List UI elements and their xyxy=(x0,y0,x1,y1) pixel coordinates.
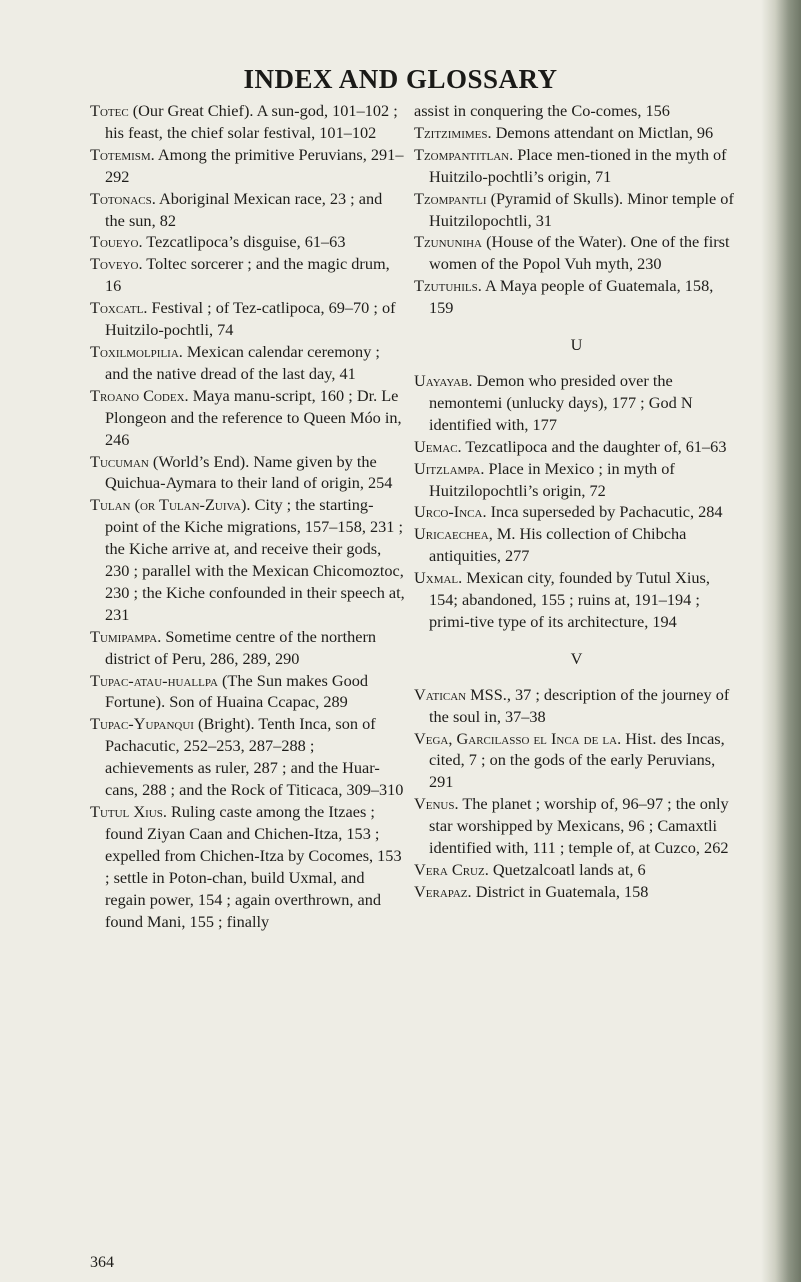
entry-headword: Verapaz. xyxy=(414,881,472,901)
entry-text: (House of the Water). One of the first women of the Popol Vuh myth, 230 xyxy=(429,232,730,274)
entry-headword: Tzompantli xyxy=(414,188,487,208)
entry-text: The planet ; worship of, 96–97 ; the only star worshipped by Mexicans, 96 ; Camaxtli identified with, 111 ; temple of, at Cuzco, 262 xyxy=(429,794,729,858)
entry-headword: Tucuman xyxy=(90,451,149,471)
index-entry xyxy=(90,451,405,495)
entry-text: District in Guatemala, 158 xyxy=(475,881,649,901)
page-header: INDEX AND GLOSSARY xyxy=(243,64,558,94)
entry-headword: Vera Cruz. xyxy=(414,860,489,879)
entry-text: Demon who presided over the nemontemi (unlucky days), 177 ; God N identified with, 177 xyxy=(429,370,693,434)
entry-text: Sometime centre of the northern district of Peru, 286, 289, 290 xyxy=(105,626,377,668)
index-entry xyxy=(414,793,739,859)
entry-text: Quetzalcoatl lands at, 6 xyxy=(492,860,646,879)
index-entry xyxy=(90,144,405,188)
entry-text: Mexican city, founded by Tutul Xius, 154; abandoned, 155 ; ruins at, 191–194 ; primi-tive type of its architecture, 194 xyxy=(429,568,710,631)
entry-text: City ; the starting-point of the Kiche migrations, 157–158, 231 ; the Kiche arrive at, and receive their gods, 230 ; parallel with the Mexican Chicomoztoc, 230 ; the Kiche confounded in their speech at, 231 xyxy=(105,495,405,624)
entry-headword: Vatican MSS., xyxy=(414,684,511,704)
section-letter-u: U xyxy=(570,335,583,355)
entry-headword: Toxcatl. xyxy=(90,298,148,318)
entry-text: Tezcatlipoca and the daughter of, 61–63 xyxy=(465,436,727,456)
entry-headword: Uricaechea, M. xyxy=(414,524,516,544)
entry-text: (Bright). Tenth Inca, son of Pachacutic, 252–253, 287–288 ; achievements as ruler, 287 ; and the Huar-cans, 288 ; and the Rock of Titicaca, 309–310 xyxy=(105,714,404,800)
entry-headword: Toveyo. xyxy=(90,254,143,274)
index-entry xyxy=(414,122,739,144)
index-entry xyxy=(90,713,405,801)
index-entry xyxy=(414,523,739,567)
entry-headword: Tulan (or Tulan-Zuiva). xyxy=(90,495,251,515)
entry-headword: Tzutuhils. xyxy=(414,276,482,296)
section-letter-v: V xyxy=(570,648,583,668)
index-entry xyxy=(90,100,405,144)
index-entry xyxy=(414,881,739,903)
entry-continuation: assist in conquering the Co-comes, 156 xyxy=(414,101,670,120)
entry-text: 37 ; description of the journey of the soul in, 37–38 xyxy=(429,684,730,726)
entry-text: (World’s End). Name given by the Quichua-Aymara to their land of origin, 254 xyxy=(105,451,393,493)
entry-text: Festival ; of Tez-catlipoca, 69–70 ; of Huitzilo-pochtli, 74 xyxy=(105,298,396,340)
index-entry xyxy=(414,188,739,232)
entry-text: Tezcatlipoca’s disguise, 61–63 xyxy=(146,232,346,252)
entry-text: Toltec sorcerer ; and the magic drum, 16 xyxy=(105,254,390,296)
entry-text: Place in Mexico ; in myth of Huitzilopochtli’s origin, 72 xyxy=(429,458,675,500)
entry-headword: Totec xyxy=(90,101,129,120)
index-entry xyxy=(414,567,739,633)
entry-text: A Maya people of Guatemala, 158, 159 xyxy=(429,276,714,318)
entry-headword: Tumipampa. xyxy=(90,626,162,646)
index-entry xyxy=(414,684,739,728)
entry-text: Among the primitive Peruvians, 291–292 xyxy=(105,144,404,186)
entry-headword: Venus. xyxy=(414,794,459,814)
index-entry xyxy=(90,253,405,297)
entry-headword: Tupac-Yupanqui xyxy=(90,714,194,734)
entry-headword: Vega, Garcilasso el Inca de la. xyxy=(414,728,622,748)
entry-headword: Uemac. xyxy=(414,436,462,456)
entry-headword: Tutul Xius. xyxy=(90,802,167,821)
entry-text: (Our Great Chief). A sun-god, 101–102 ; his feast, the chief solar festival, 101–102 xyxy=(105,101,398,142)
entry-headword: Toxilmolpilia. xyxy=(90,341,183,361)
entry-text: Aboriginal Mexican race, 23 ; and the sun, 82 xyxy=(105,188,383,230)
entry-text: Demons attendant on Mictlan, 96 xyxy=(495,122,714,142)
index-entry xyxy=(90,188,405,232)
index-entry xyxy=(90,341,405,385)
page-number: 364 xyxy=(90,1254,114,1271)
entry-text: Maya manu-script, 160 ; Dr. Le Plongeon and the reference to Queen Móo in, 246 xyxy=(105,385,402,449)
index-entry xyxy=(90,231,405,253)
entry-headword: Totonacs. xyxy=(90,188,156,208)
entry-headword: Tupac-atau-huallpa xyxy=(90,670,218,690)
entry-text: (Pyramid of Skulls). Minor temple of Huitzilopochtli, 31 xyxy=(429,188,734,230)
index-entry xyxy=(90,626,405,670)
entry-text: Place men-tioned in the myth of Huitzilo-pochtli’s origin, 71 xyxy=(429,144,727,186)
index-entry xyxy=(90,494,405,625)
entry-headword: Troano Codex. xyxy=(90,385,189,405)
index-entry xyxy=(90,670,405,714)
index-entry xyxy=(414,144,739,188)
index-entry xyxy=(414,275,739,319)
index-entry xyxy=(414,370,739,436)
index-entry xyxy=(414,859,739,881)
entry-text: Ruling caste among the Itzaes ; found Ziyan Caan and Chichen-Itza, 153 ; expelled from Chichen-Itza by Cocomes, 153 ; settle in Poton-chan, build Uxmal, and regain power, 154 ; again overthrown, and found Mani, 155 ; finally xyxy=(105,802,402,931)
right-column xyxy=(414,100,739,903)
entry-headword: Toueyo. xyxy=(90,232,143,252)
entry-headword: Urco-Inca. xyxy=(414,502,487,522)
index-entry xyxy=(414,231,739,275)
entry-headword: Uitzlampa. xyxy=(414,458,485,478)
entry-headword: Uayayab. xyxy=(414,370,473,390)
index-entry xyxy=(414,436,739,458)
entry-headword: Uxmal. xyxy=(414,568,463,588)
index-entry xyxy=(414,501,739,523)
entry-text: Inca superseded by Pachacutic, 284 xyxy=(490,502,723,522)
entry-headword: Tzitzimimes. xyxy=(414,122,492,142)
entry-text: (The Sun makes Good Fortune). Son of Huaina Ccapac, 289 xyxy=(105,670,369,712)
entry-headword: Tzununiha xyxy=(414,232,482,252)
page-edge-shadow xyxy=(761,0,801,1282)
index-entry xyxy=(414,458,739,502)
index-entry xyxy=(90,801,405,932)
entry-text: Mexican calendar ceremony ; and the native dread of the last day, 41 xyxy=(105,341,380,383)
entry-text: Hist. des Incas, cited, 7 ; on the gods of the early Peruvians, 291 xyxy=(429,728,725,792)
index-entry xyxy=(90,385,405,451)
entry-headword: Totemism. xyxy=(90,144,155,164)
entry-text: His collection of Chibcha antiquities, 277 xyxy=(429,524,687,566)
entry-headword: Tzompantitlan. xyxy=(414,144,514,164)
index-entry xyxy=(90,297,405,341)
index-entry xyxy=(414,728,739,794)
left-column xyxy=(90,100,405,932)
